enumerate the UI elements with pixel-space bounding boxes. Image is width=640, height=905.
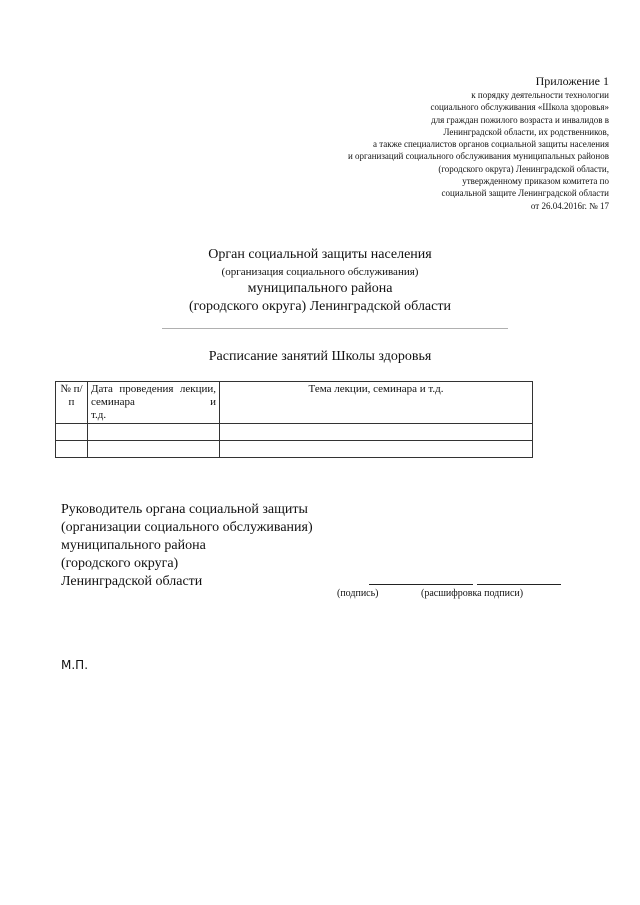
signer-position-line: Руководитель органа социальной защиты xyxy=(61,502,308,517)
signature-fields xyxy=(369,584,561,585)
column-header-date xyxy=(88,382,220,424)
schedule-title: Расписание занятий Школы здоровья xyxy=(208,349,432,364)
appendix-line: к порядку деятельности технологии xyxy=(471,90,609,100)
appendix-header xyxy=(348,74,609,212)
table-header-row xyxy=(56,382,533,424)
signature-block xyxy=(61,501,313,591)
column-header-date-line: Дата проведения xyxy=(91,383,174,395)
appendix-title: Приложение 1 xyxy=(535,74,609,88)
organization-subtitle: (организация социального обслуживания) xyxy=(221,266,419,278)
appendix-line: социальной защите Ленинградской области xyxy=(441,188,609,199)
signature-caption: (подпись) xyxy=(337,588,379,599)
signature-line[interactable] xyxy=(369,584,473,585)
column-header-date-line: лекции, семинара и xyxy=(91,383,216,408)
table-cell[interactable] xyxy=(88,441,220,458)
table-row xyxy=(56,441,533,458)
signer-position-line: (городского округа) xyxy=(61,556,179,571)
divider-line xyxy=(162,328,508,329)
appendix-line: и организаций социального обслуживания муниципальных районов xyxy=(347,151,609,162)
organization-region: (городского округа) Ленинградской области xyxy=(189,299,451,314)
column-header-date-line: т.д. xyxy=(91,409,107,421)
decryption-caption: (расшифровка подписи) xyxy=(421,588,524,599)
appendix-line: социального обслуживания «Школа здоровья» xyxy=(430,102,609,113)
signer-position-line: Ленинградской области xyxy=(61,574,203,589)
column-header-topic: Тема лекции, семинара и т.д. xyxy=(220,382,533,424)
appendix-line: (городского округа) Ленинградской области, xyxy=(438,163,609,174)
appendix-line: для граждан пожилого возраста и инвалидов в xyxy=(431,114,609,125)
table-cell[interactable] xyxy=(88,424,220,441)
appendix-line: а также специалистов органов социальной защиты населения xyxy=(372,139,609,150)
signer-position-line: муниципального района xyxy=(61,538,206,553)
schedule-table xyxy=(55,381,533,458)
decryption-line[interactable] xyxy=(477,584,561,585)
signer-position-line: (организации социального обслуживания) xyxy=(61,520,313,535)
table-row xyxy=(56,424,533,441)
appendix-line: Ленинградской области, их родственников, xyxy=(443,126,609,137)
table-cell[interactable] xyxy=(220,424,533,441)
organization-district: муниципального района xyxy=(247,281,393,296)
table-cell[interactable] xyxy=(220,441,533,458)
organization-name: Орган социальной защиты населения xyxy=(208,247,432,262)
table-cell[interactable] xyxy=(56,424,88,441)
stamp-place-label: М.П. xyxy=(61,658,89,672)
organization-heading xyxy=(0,246,640,316)
column-header-number: № п/п xyxy=(56,382,88,424)
appendix-line: утвержденному приказом комитета по xyxy=(462,176,609,187)
table-cell[interactable] xyxy=(56,441,88,458)
appendix-date-line: от 26.04.2016г. № 17 xyxy=(530,200,609,211)
